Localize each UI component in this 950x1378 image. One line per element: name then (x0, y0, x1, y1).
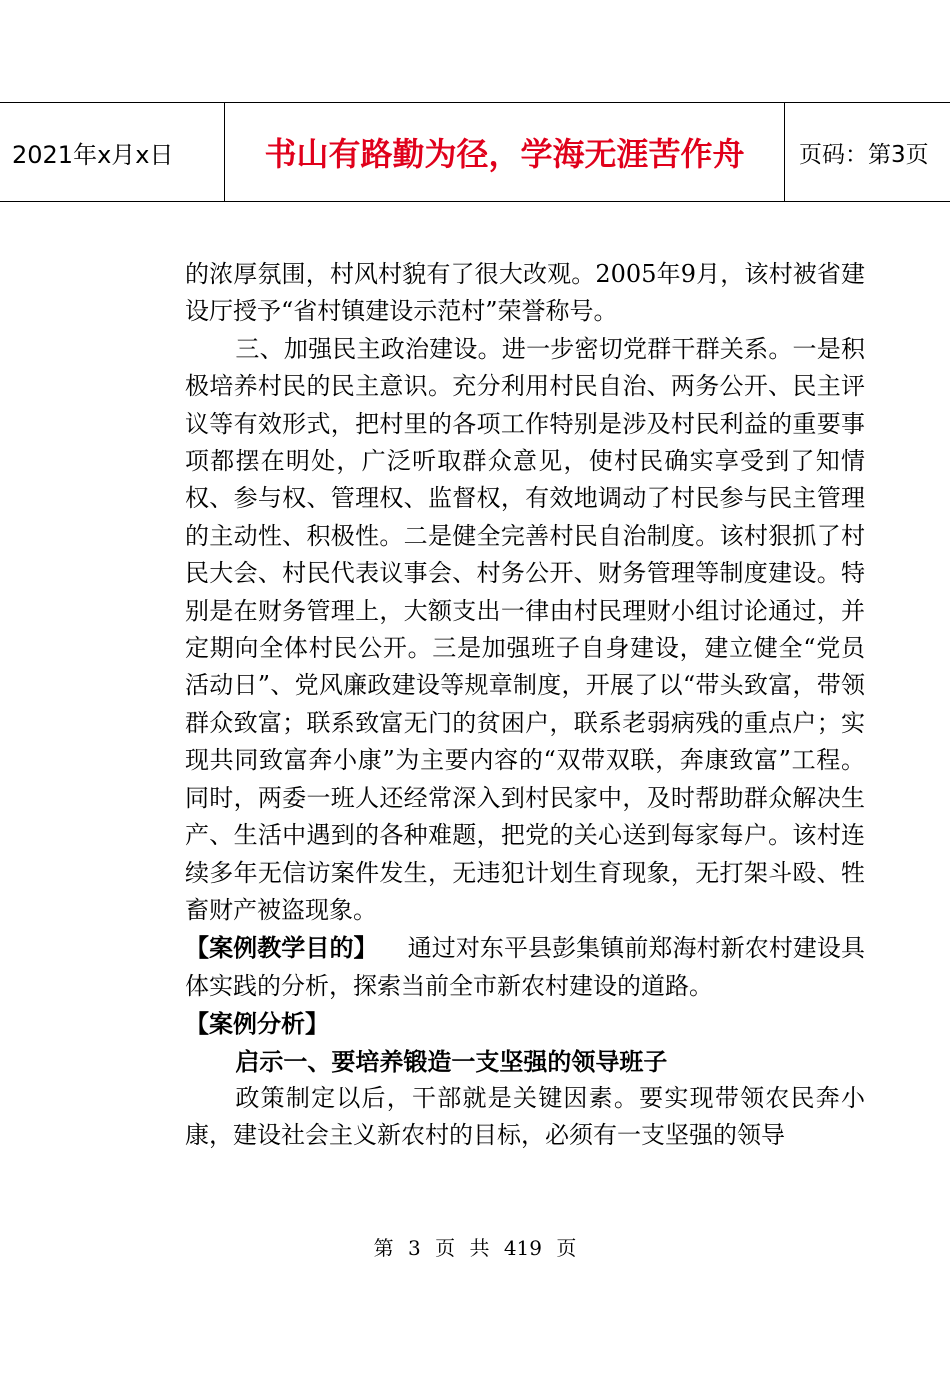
header-page-number: 页码：第3页 (799, 141, 929, 168)
footer-current-page: 3 (408, 1236, 421, 1260)
page-footer (0, 1232, 950, 1261)
header-motto: 书山有路勤为径，学海无涯苦作舟 (225, 103, 785, 201)
paragraph-objective (185, 929, 865, 1005)
analysis-heading: 【案例分析】 (185, 1009, 329, 1039)
footer-gong: 共 (469, 1236, 490, 1260)
footer-ye: 页 (435, 1236, 456, 1260)
paragraph-democracy: 三、加强民主政治建设。进一步密切党群干群关系。一是积极培养村民的民主意识。充分利用村民自治、两务公开、民主评议等有效形式，把村里的各项工作特别是涉及村民利益的重要事项都摆在明处，广泛听取群众意见，使村民确实享受到了知情权、参与权、管理权、监督权，有效地调动了村民参与民主管理的主动性、积极性。二是健全完善村民自治制度。该村狠抓了村民大会、村民代表议事会、村务公开、财务管理等制度建设。特别是在财务管理上，大额支出一律由村民理财小组讨论通过，并定期向全体村民公开。三是加强班子自身建设，建立健全“党员活动日”、党风廉政建设等规章制度，开展了以“带头致富，带领群众致富；联系致富无门的贫困户，联系老弱病残的重点户；实现共同致富奔小康”为主要内容的“双带双联，奔康致富”工程。同时，两委一班人还经常深入到村民家中，及时帮助群众解决生产、生活中遇到的各种难题，把党的关心送到每家每户。该村连续多年无信访案件发生，无违犯计划生育现象，无打架斗殴、牲畜财产被盗现象。 (185, 334, 865, 924)
objective-label: 【案例教学目的】 (185, 933, 378, 963)
footer-di: 第 (373, 1236, 394, 1260)
subheading-insight-one: 启示一、要培养锻造一支坚强的领导班子 (235, 1046, 668, 1076)
objective-text: 通过对东平县彭集镇前郑海村新农村建设具体实践的分析，探索当前全市新农村建设的道路。 (185, 934, 865, 1000)
paragraph-continuation: 的浓厚氛围，村风村貌有了很大改观。2005年9月，该村被省建设厅授予“省村镇建设示范村”荣誉称号。 (185, 260, 865, 326)
page-header (0, 102, 950, 202)
document-body (185, 256, 865, 1155)
paragraph-insight-one: 政策制定以后，干部就是关键因素。要实现带领农民奔小康，建设社会主义新农村的目标，必须有一支坚强的领导 (185, 1083, 865, 1150)
footer-total-pages: 419 (503, 1236, 542, 1260)
footer-ye-end: 页 (556, 1236, 577, 1260)
header-date: 2021年x月x日 (0, 103, 225, 201)
